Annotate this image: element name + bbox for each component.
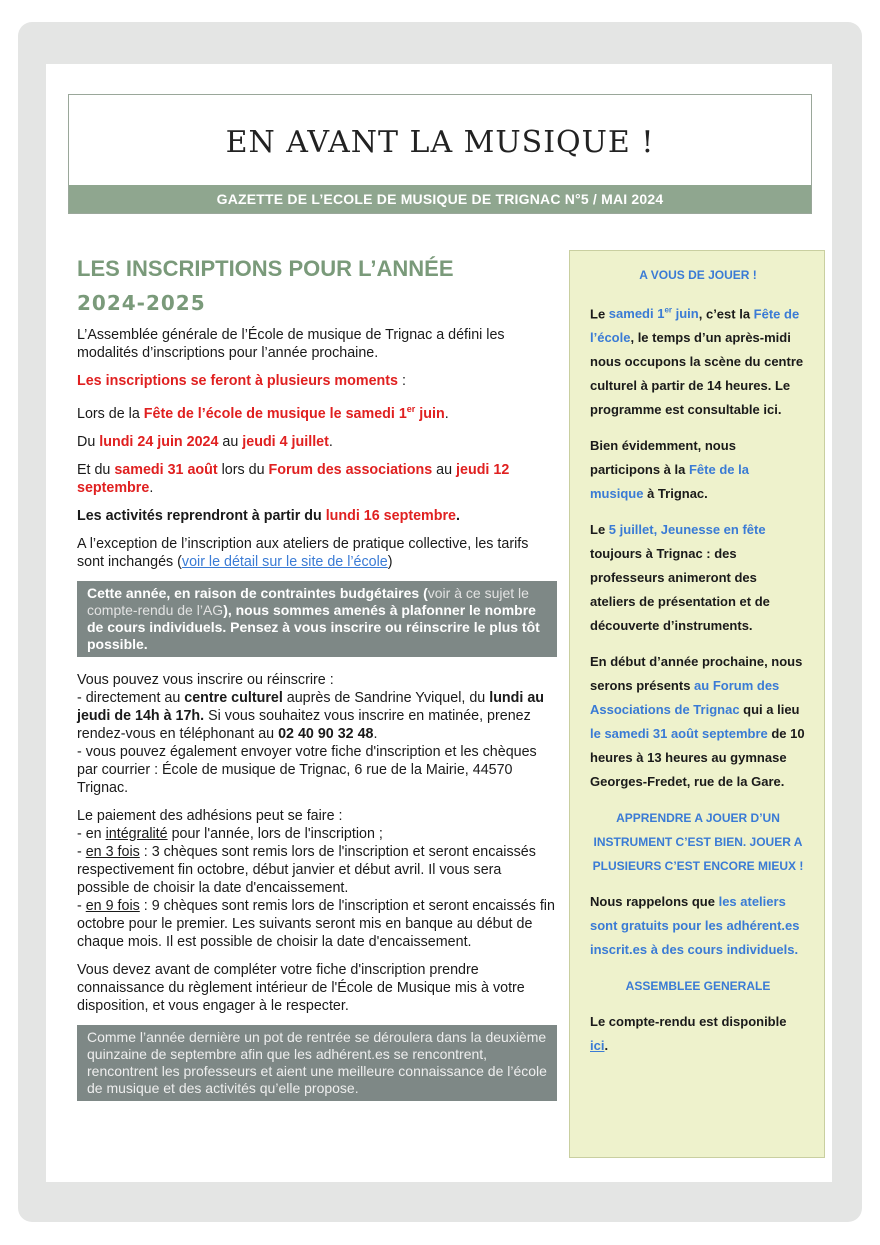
sidebar-heading-assemblee: ASSEMBLEE GENERALE xyxy=(625,979,771,994)
main-column xyxy=(77,252,557,1115)
sidebar-fete-musique: Bien évidemment, nous participons à la Fête de la musique à Trignac. xyxy=(590,438,749,502)
tarifs-link[interactable]: voir le détail sur le site de l’école xyxy=(181,553,388,570)
sidebar-forum: En début d’année prochaine, nous serons présents au Forum des Associations de Trignac qui a lieu le samedi 31 août septembre de 10 heures à 13 heures au gymnase Georges-Fredet, rue de la Gare. xyxy=(590,654,805,790)
sidebar-fete-ecole: Le samedi 1er juin, c’est la Fête de l’école, le temps d’un après-midi nous occupons la scène du centre culturel à partir de 14 heures. Le programme est consultable ici. xyxy=(590,306,804,418)
gazette-subtitle-bar: GAZETTE DE L’ECOLE DE MUSIQUE DE TRIGNAC N°5 / MAI 2024 xyxy=(69,185,811,213)
tarifs-paragraph: A l’exception de l’inscription aux ateliers de pratique collective, les tarifs sont inchangés (voir le détail sur le site de l’école) xyxy=(77,535,529,570)
moments-title: Les inscriptions se feront à plusieurs moments : xyxy=(77,373,406,389)
heading-line-1: LES INSCRIPTIONS POUR L’ANNÉE xyxy=(77,256,454,281)
section-heading xyxy=(77,252,557,320)
inscription-methods: Vous pouvez vous inscrire ou réinscrire : - directement au centre culturel auprès de Sandrine Yviquel, du lundi au jeudi de 14h à 17h. Si vous souhaitez vous inscrire en matinée, prenez rendez-vous en téléphonant au 02 40 90 32 48. - vous pouvez également envoyer votre fiche d'inscription et les chèques par courrier : École de musique de Trignac, 6 rue de la Mairie, 44570 Trignac. xyxy=(77,671,545,796)
pot-rentree-box: Comme l’année dernière un pot de rentrée se déroulera dans la deuxième quinzaine de septembre afin que les adhérent.es se rencontrent, rencontrent les professeurs et aient une meilleure connaissance de l’école de musique et des activités qu’elle propose. xyxy=(77,1025,557,1101)
ag-report-link[interactable]: voir à ce sujet le compte-rendu de l’AG xyxy=(87,584,529,618)
sidebar-heading-a-vous-de-jouer: A VOUS DE JOUER ! xyxy=(639,268,757,282)
moment-forum: Et du samedi 31 août lors du Forum des associations au jeudi 12 septembre. xyxy=(77,461,510,496)
moment-juin: Du lundi 24 juin 2024 au jeudi 4 juillet. xyxy=(77,433,333,450)
reprise-activites: Les activités reprendront à partir du lundi 16 septembre. xyxy=(77,507,460,524)
sidebar-box xyxy=(569,250,825,1158)
sidebar-ateliers: Nous rappelons que les ateliers sont gratuits pour les adhérent.es inscrit.es à des cours individuels. xyxy=(590,894,800,958)
gazette-title: EN AVANT LA MUSIQUE ! xyxy=(225,125,655,160)
sidebar-compte-rendu: Le compte-rendu est disponible ici. xyxy=(590,1014,787,1054)
payment-methods: Le paiement des adhésions peut se faire : - en intégralité pour l'année, lors de l'inscription ; - en 3 fois : 3 chèques sont remis lors de l'inscription et seront encaissés respectivement fin octobre, début janvier et début avril. Il vous sera possible de choisir la date d'encaissement. - en 9 fois : 9 chèques sont remis lors de l'inscription et seront encaissés fin octobre pour le premier. Les suivants seront mis en banque au début de chaque mois. Il est possible de choisir la date d'encaissement. xyxy=(77,807,555,950)
gazette-header xyxy=(68,94,812,214)
intro-paragraph: L’Assemblée générale de l’École de musique de Trignac a défini les modalités d’inscriptions pour l’année prochaine. xyxy=(77,327,505,361)
budget-notice-box: Cette année, en raison de contraintes budgétaires (voir à ce sujet le compte-rendu de l’AG), nous sommes amenés à plafonner le nombre de cours individuels. Pensez à vous inscrire ou réinscrire le plus tôt possible. xyxy=(77,581,557,657)
sidebar-heading-apprendre: APPRENDRE A JOUER D’UN INSTRUMENT C’EST BIEN. JOUER A PLUSIEURS C’EST ENCORE MIEUX ! xyxy=(592,811,804,874)
reglement-paragraph: Vous devez avant de compléter votre fiche d'inscription prendre connaissance du règlement intérieur de l'École de Musique mis à votre disposition, et vous engager à le respecter. xyxy=(77,961,525,1014)
compte-rendu-link[interactable]: ici xyxy=(590,1038,605,1054)
sidebar-jeunesse-en-fete: Le 5 juillet, Jeunesse en fête toujours à Trignac : des professeurs animeront des ateliers de présentation et de découverte d’instruments. xyxy=(590,522,770,634)
heading-line-2: 2024-2025 xyxy=(77,291,206,315)
moment-fete: Lors de la Fête de l’école de musique le samedi 1er juin. xyxy=(77,404,449,422)
